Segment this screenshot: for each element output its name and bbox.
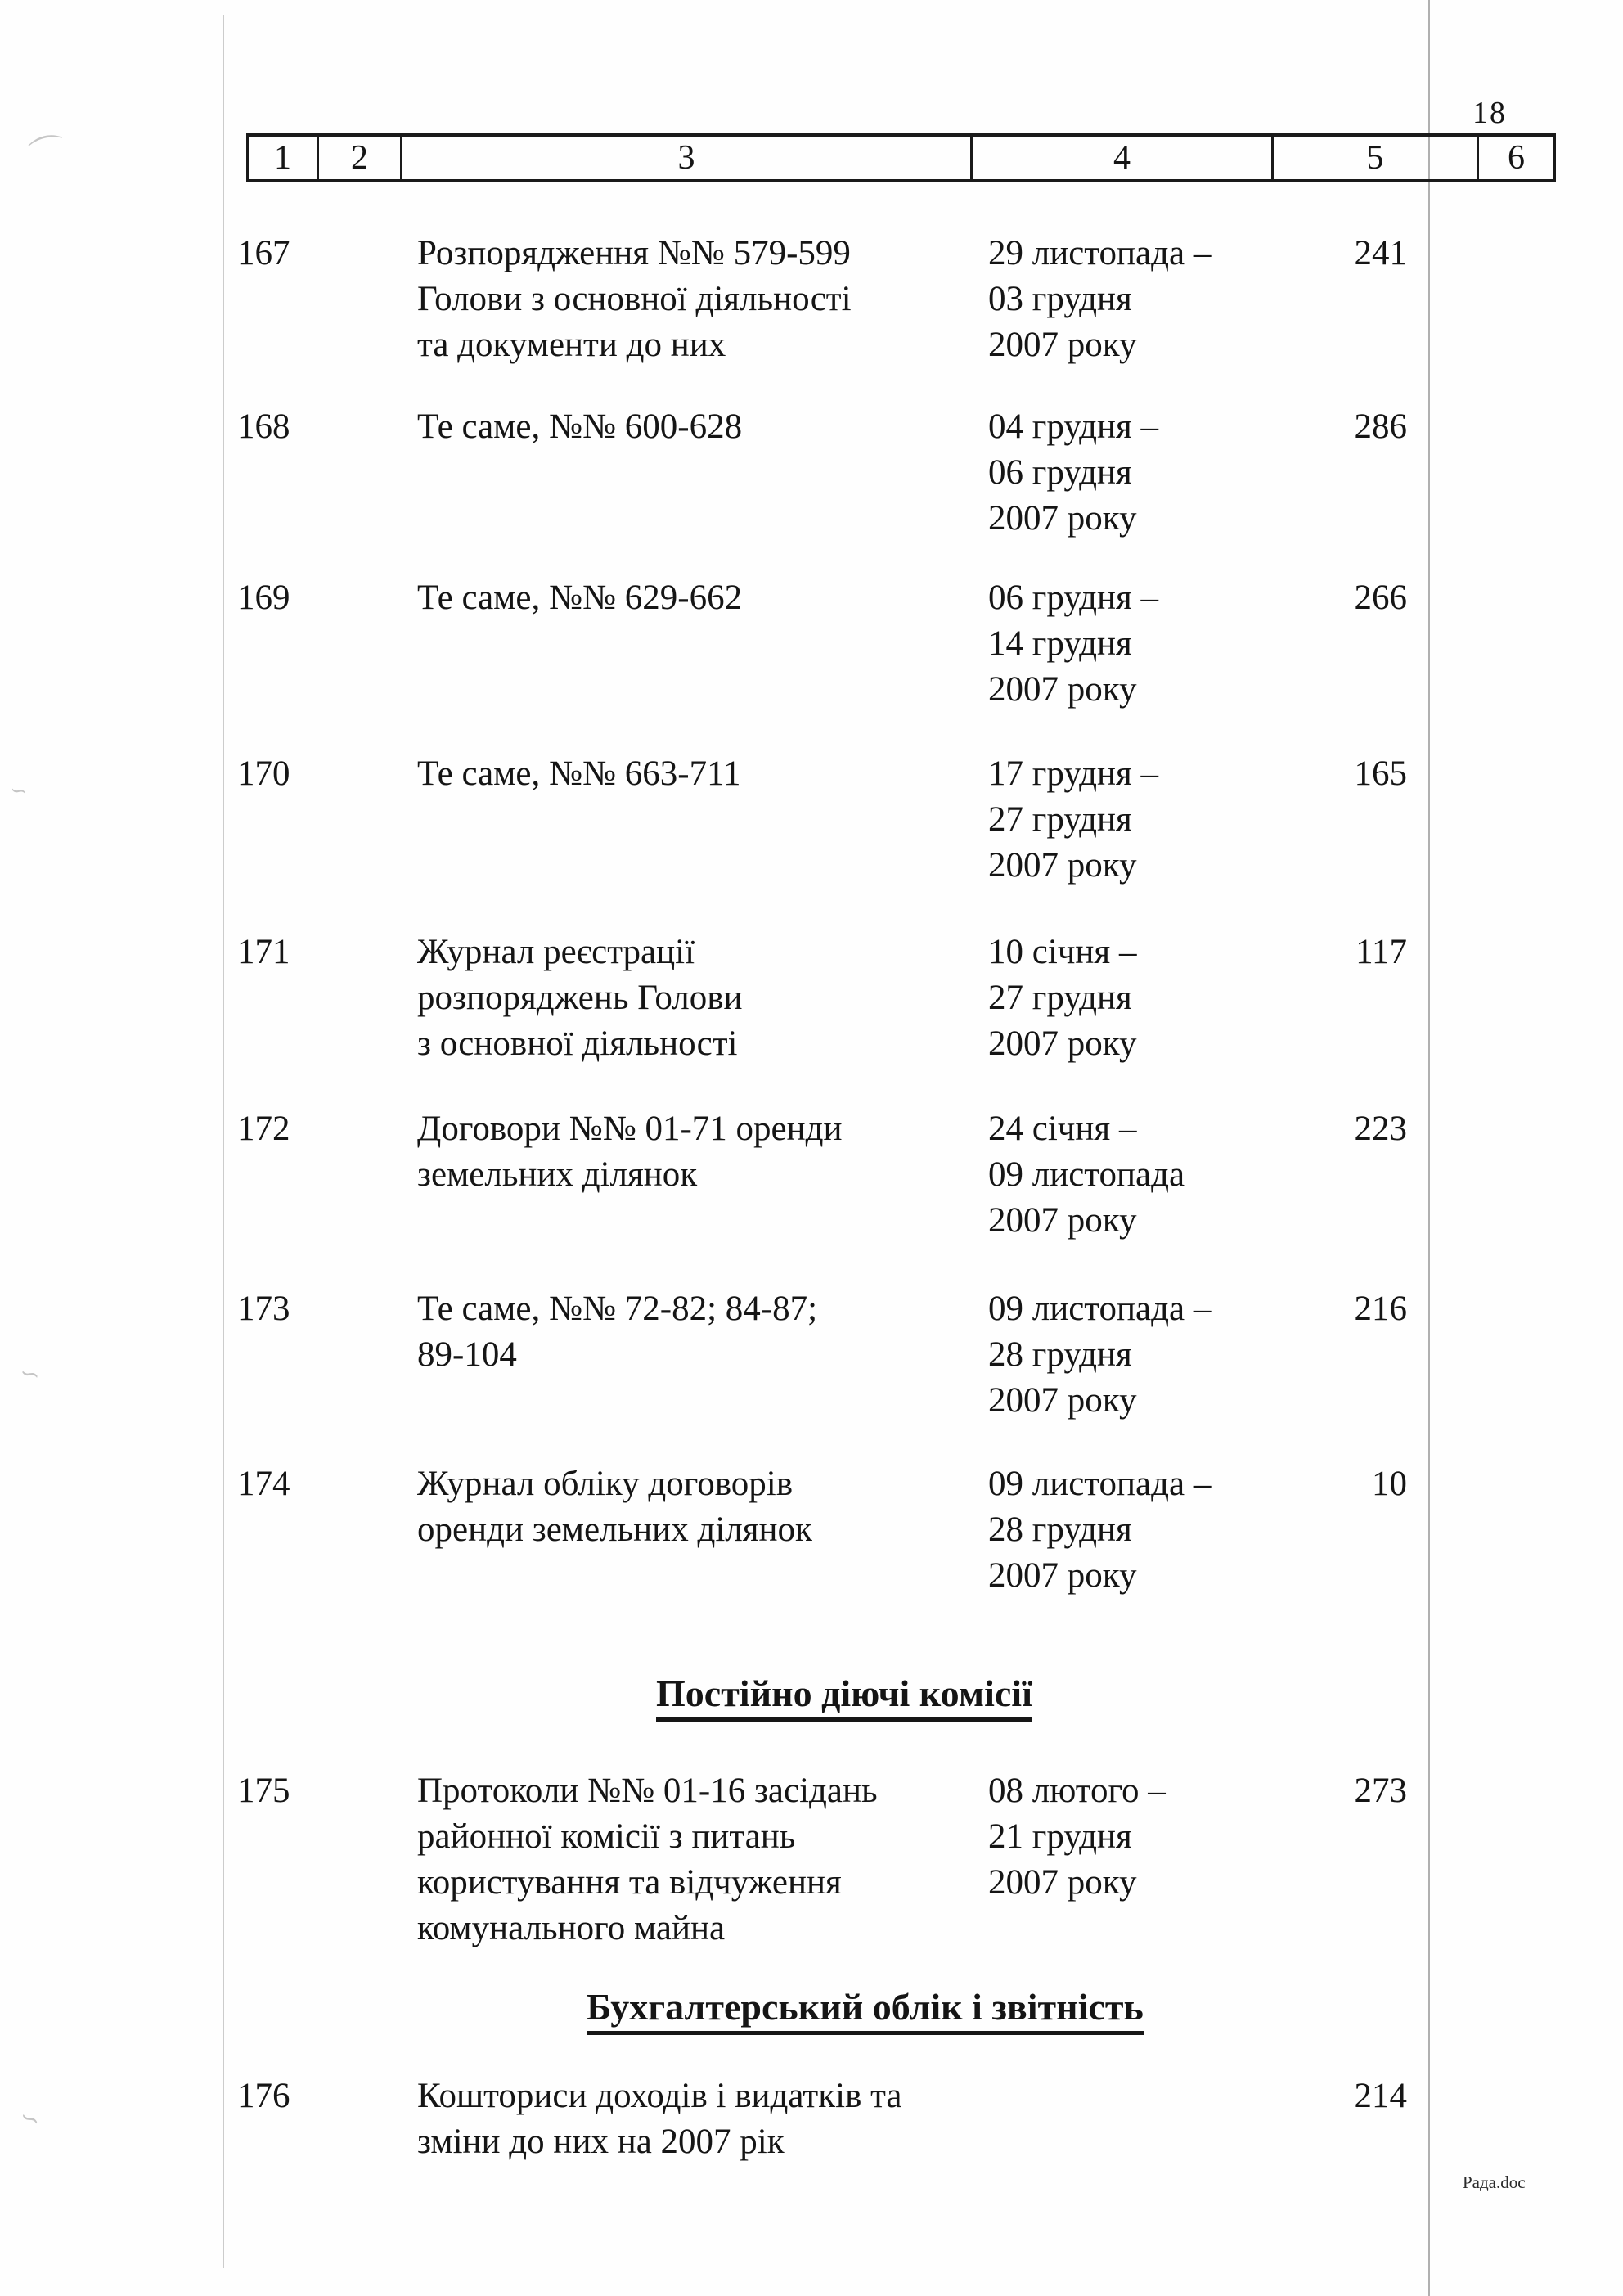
entry-date-line: 2007 року	[988, 499, 1137, 538]
entry-description	[417, 2073, 990, 2165]
entry-page-count: 266	[1354, 579, 1407, 617]
entry-date-line: 2007 року	[988, 326, 1137, 364]
column-header-6: 6	[1508, 139, 1525, 177]
entry-description-line: Журнал реєстрації	[417, 933, 695, 971]
entry-description	[417, 231, 990, 368]
entry-description-line: Протоколи №№ 01-16 засідань	[417, 1772, 878, 1810]
entry-date-line: 04 грудня –	[988, 407, 1159, 446]
scan-edge-right-line	[1428, 0, 1430, 2296]
entry-number: 167	[237, 234, 290, 272]
scan-smudge-mark: ∽	[16, 1358, 43, 1390]
entry-dates	[988, 575, 1266, 713]
entry-description-line: оренди земельних ділянок	[417, 1510, 812, 1549]
entry-date-line: 28 грудня	[988, 1335, 1132, 1374]
entry-date-line: 03 грудня	[988, 280, 1132, 318]
entry-description-line: комунального майна	[417, 1909, 726, 1947]
entry-date-line: 06 грудня	[988, 453, 1132, 492]
entry-dates	[988, 1768, 1266, 1906]
entry-description	[417, 1461, 990, 1553]
entry-page-count: 223	[1354, 1110, 1407, 1148]
entry-page-count: 214	[1354, 2077, 1407, 2115]
entry-description-line: Те саме, №№ 600-628	[417, 407, 743, 446]
entry-dates	[988, 231, 1266, 368]
entry-date-line: 2007 року	[988, 1863, 1137, 1902]
entry-number: 171	[237, 933, 290, 971]
entry-date-line: 2007 року	[988, 670, 1137, 709]
entry-date-line: 09 листопада –	[988, 1290, 1212, 1328]
entry-description	[417, 404, 990, 450]
entry-description	[417, 930, 990, 1067]
entry-description-line: Те саме, №№ 629-662	[417, 579, 743, 617]
entry-description-line: розпоряджень Голови	[417, 979, 743, 1017]
entry-description-line: Те саме, №№ 663-711	[417, 754, 741, 793]
entry-date-line: 06 грудня –	[988, 579, 1159, 617]
entry-date-line: 21 грудня	[988, 1817, 1132, 1856]
entry-page-count: 117	[1355, 933, 1407, 971]
entry-date-line: 08 лютого –	[988, 1772, 1166, 1810]
page-number: 18	[1472, 96, 1507, 130]
scan-smudge-mark: ∽	[8, 777, 29, 804]
entry-description-line: зміни до них на 2007 рік	[417, 2123, 785, 2161]
entry-description-line: Журнал обліку договорів	[417, 1465, 794, 1503]
entry-description-line: земельних ділянок	[417, 1155, 698, 1194]
scan-smudge-mark: ∽	[15, 2102, 45, 2136]
entry-date-line: 17 грудня –	[988, 754, 1159, 793]
entry-page-count: 10	[1372, 1465, 1407, 1503]
entry-date-line: 10 січня –	[988, 933, 1137, 971]
scan-smudge-mark: ⌒	[25, 130, 71, 178]
document-footer-filename: Рада.doc	[1463, 2172, 1526, 2192]
entry-dates	[988, 751, 1266, 889]
column-header-4: 4	[973, 137, 1274, 179]
entry-description-line: 89-104	[417, 1335, 517, 1374]
entry-page-count: 165	[1354, 754, 1407, 793]
entry-date-line: 2007 року	[988, 1201, 1137, 1240]
entry-number: 174	[237, 1465, 290, 1503]
entry-dates	[988, 1286, 1266, 1424]
entry-date-line: 28 грудня	[988, 1510, 1132, 1549]
entry-date-line: 2007 року	[988, 846, 1137, 885]
entry-page-count: 241	[1354, 234, 1407, 272]
entry-description-line: з основної діяльності	[417, 1024, 738, 1063]
entry-number: 175	[237, 1772, 290, 1810]
entry-page-count: 273	[1354, 1772, 1407, 1810]
entry-description-line: Розпорядження №№ 579-599	[417, 234, 851, 272]
entry-number: 169	[237, 579, 290, 617]
entry-date-line: 14 грудня	[988, 624, 1132, 663]
column-header-1: 1	[249, 137, 319, 179]
entry-number: 176	[237, 2077, 290, 2115]
section-heading: Постійно діючі комісії	[656, 1672, 1032, 1722]
entry-date-line: 2007 року	[988, 1556, 1137, 1595]
entry-number: 168	[237, 407, 290, 446]
entry-date-line: 09 листопада	[988, 1155, 1185, 1194]
entry-description-line: Голови з основної діяльності	[417, 280, 852, 318]
column-header-5: 5	[1274, 137, 1479, 179]
entry-date-line: 24 січня –	[988, 1110, 1137, 1148]
entry-page-count: 286	[1354, 407, 1407, 446]
entry-description-line: Те саме, №№ 72-82; 84-87;	[417, 1290, 818, 1328]
column-header-2: 2	[319, 137, 402, 179]
entry-description	[417, 1286, 990, 1378]
entry-date-line: 2007 року	[988, 1381, 1137, 1420]
entry-description	[417, 575, 990, 621]
entry-date-line: 09 листопада –	[988, 1465, 1212, 1503]
entry-description	[417, 751, 990, 797]
entry-date-line: 27 грудня	[988, 979, 1132, 1017]
table-header-row	[246, 133, 1556, 182]
entry-description-line: районної комісії з питань	[417, 1817, 796, 1856]
column-header-3: 3	[402, 137, 973, 179]
entry-dates	[988, 1106, 1266, 1244]
section-heading: Бухгалтерський облік і звітність	[587, 1986, 1144, 2035]
entry-dates	[988, 1461, 1266, 1599]
entry-dates	[988, 404, 1266, 542]
entry-description-line: Договори №№ 01-71 оренди	[417, 1110, 843, 1148]
entry-date-line: 29 листопада –	[988, 234, 1212, 272]
scan-edge-left-line	[223, 15, 224, 2268]
entry-description	[417, 1106, 990, 1198]
entry-page-count: 216	[1354, 1290, 1407, 1328]
entry-description-line: та документи до них	[417, 326, 726, 364]
entry-description-line: Кошториси доходів і видатків та	[417, 2077, 902, 2115]
entry-dates	[988, 930, 1266, 1067]
entry-description-line: користування та відчуження	[417, 1863, 842, 1902]
entry-number: 173	[237, 1290, 290, 1328]
entry-date-line: 2007 року	[988, 1024, 1137, 1063]
entry-number: 170	[237, 754, 290, 793]
entry-date-line: 27 грудня	[988, 800, 1132, 839]
entry-description	[417, 1768, 990, 1952]
entry-number: 172	[237, 1110, 290, 1148]
